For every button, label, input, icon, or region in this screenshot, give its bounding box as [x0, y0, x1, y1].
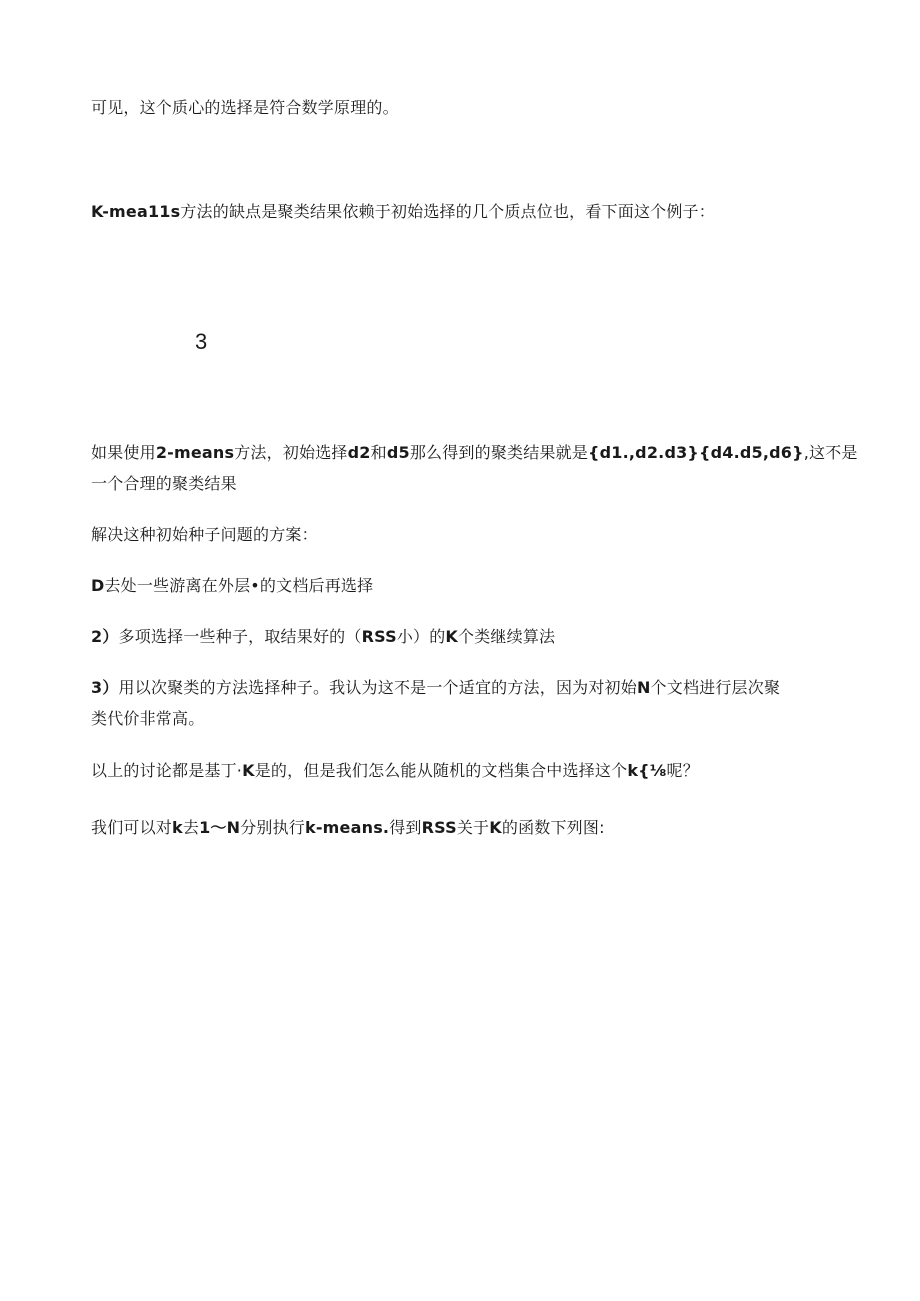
bold-term: D	[91, 576, 105, 595]
text-run: 用以次聚类的方法选择种子。我认为这不是一个适宜的方法，因为对初始	[118, 678, 637, 697]
paragraph-5	[91, 576, 373, 596]
paragraph-2	[91, 202, 715, 222]
text-run: 的函数下列图:	[501, 818, 605, 837]
text-run: 我们可以对	[91, 818, 173, 837]
paragraph-3-line-1	[91, 443, 858, 463]
text-run: 个文档进行层次聚	[650, 678, 781, 697]
bold-term: 2-means	[155, 443, 235, 462]
text-run: 关于	[456, 818, 490, 837]
text-run: 呢？	[666, 761, 699, 780]
bold-term: K	[489, 818, 502, 837]
bold-term: 1〜N	[199, 818, 241, 837]
text-run: 和	[370, 443, 387, 462]
paragraph-8	[91, 761, 699, 781]
kmeans-term: K-mea11s	[91, 202, 181, 221]
paragraph-7-line-2	[91, 709, 204, 729]
bold-term: N	[636, 678, 651, 697]
text-run: 方法，初始选择	[234, 443, 348, 462]
text-run: 是的，但是我们怎么能从随机的文档集合中选择这个	[254, 761, 628, 780]
text-run: 个类继续算法	[458, 627, 556, 646]
bold-term: k	[172, 818, 183, 837]
paragraph-6	[91, 627, 555, 647]
text-run: 分别执行	[240, 818, 305, 837]
figure-label: 3	[195, 329, 208, 354]
bold-term: k-means.	[305, 818, 390, 837]
list-marker: 2）	[91, 627, 119, 646]
text-run: 去	[182, 818, 200, 837]
text-run: 多项选择一些种子，取结果好的（	[118, 627, 362, 646]
bold-term: K	[242, 761, 255, 780]
bold-term: {d1.,d2.d3}{d4.d5,d6}	[588, 443, 804, 462]
text-run: ,这不是	[803, 443, 858, 462]
text-run: 小）的	[396, 627, 446, 646]
bold-term: RSS	[361, 627, 397, 646]
paragraph-4	[91, 525, 318, 545]
text-run: 解决这种初始种子问题的方案：	[91, 525, 318, 544]
text-run: 以上的讨论都是基丁·	[91, 761, 243, 780]
text-run: 那么得到的聚类结果就是	[409, 443, 589, 462]
paragraph-7-line-1	[91, 678, 780, 698]
text-run: 如果使用	[91, 443, 156, 462]
text-run: 去处一些游离在外层•的文档后再选择	[104, 576, 374, 595]
paragraph-1	[91, 98, 399, 118]
text-run: 得到	[389, 818, 422, 837]
text-run: 一个合理的聚类结果	[91, 474, 237, 493]
paragraph-3-line-2	[91, 474, 237, 494]
bold-term: d5	[386, 443, 410, 462]
bold-term: K	[445, 627, 459, 646]
paragraph-2-text: 方法的缺点是聚类结果依赖于初始选择的几个质点位也，看下面这个例子：	[180, 202, 715, 221]
bold-term: d2	[347, 443, 371, 462]
list-marker: 3）	[91, 678, 119, 697]
paragraph-1-text: 可见，这个质心的选择是符合数学原理的。	[91, 98, 399, 117]
text-run: 类代价非常高。	[91, 709, 205, 728]
bold-term: k{⅛	[627, 761, 667, 780]
bold-term: RSS	[421, 818, 457, 837]
paragraph-9	[91, 818, 605, 838]
